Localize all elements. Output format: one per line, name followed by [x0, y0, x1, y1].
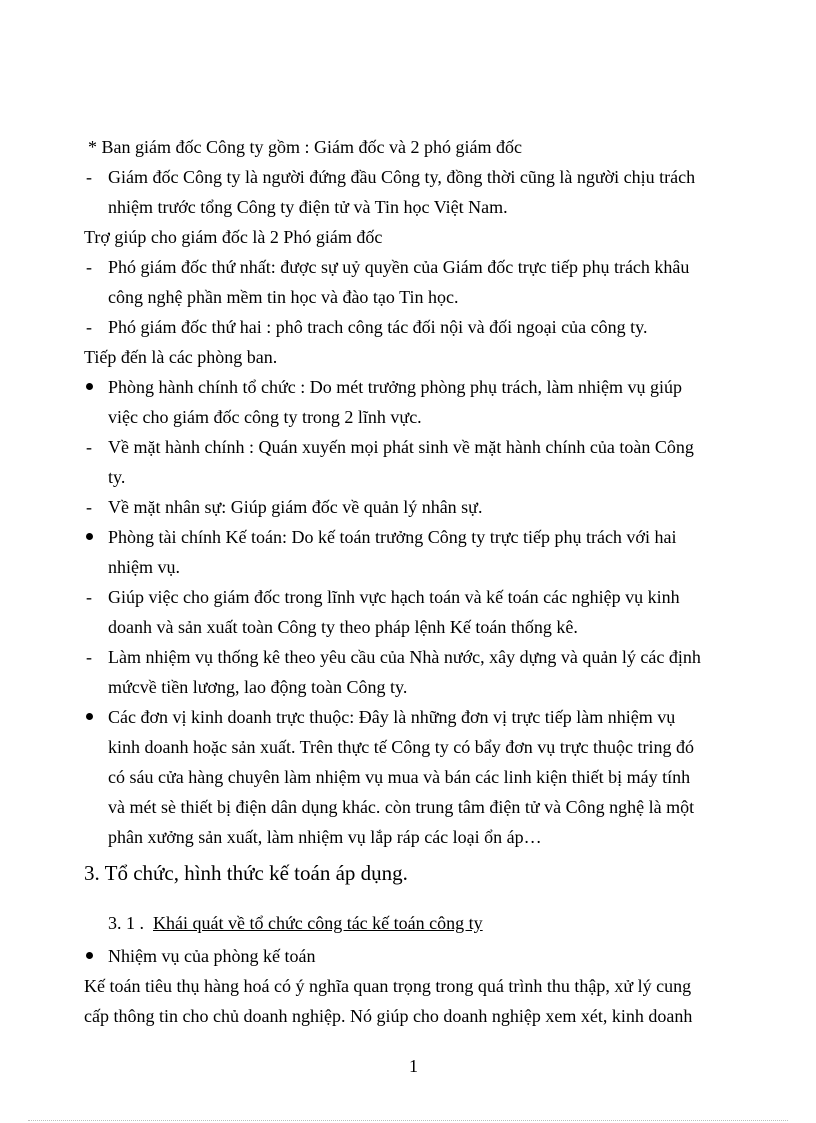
page-number: 1 — [409, 1056, 418, 1076]
paragraph-line: Trợ giúp cho giám đốc là 2 Phó giám đốc — [84, 227, 383, 247]
section-heading: 3. Tổ chức, hình thức kế toán áp dụng. — [84, 861, 408, 885]
bullet-icon — [86, 952, 93, 959]
paragraph-line: cấp thông tin cho chủ doanh nghiệp. Nó giúp cho doanh nghiệp xem xét, kinh doanh — [84, 1006, 693, 1026]
paragraph-line: Tiếp đến là các phòng ban. — [84, 347, 278, 367]
list-item-text: Về mặt nhân sự: Giúp giám đốc về quản lý nhân sự. — [108, 497, 483, 517]
paragraph-line: Kế toán tiêu thụ hàng hoá có ý nghĩa quan trọng trong quá trình thu thập, xử lý cung — [84, 976, 692, 996]
dash-marker: - — [86, 257, 92, 277]
dash-marker: - — [86, 647, 92, 667]
list-item-text: Giám đốc Công ty là người đứng đầu Công ty, đồng thời cũng là người chịu trách — [108, 167, 696, 187]
list-item-text: nhiệm trước tổng Công ty điện tử và Tin học Việt Nam. — [108, 197, 508, 217]
dash-marker: - — [86, 497, 92, 517]
bullet-icon — [86, 713, 93, 720]
list-item-text: phân xưởng sản xuất, làm nhiệm vụ lắp ráp các loại ổn áp… — [108, 827, 542, 847]
subsection-heading — [108, 912, 483, 934]
list-item-text: kinh doanh hoặc sản xuất. Trên thực tế Công ty có bẩy đơn vụ trực thuộc tring đó — [108, 737, 694, 757]
list-item-text: doanh và sản xuất toàn Công ty theo pháp lệnh Kế toán thống kê. — [108, 617, 578, 637]
dash-marker: - — [86, 167, 92, 187]
list-item-text: Làm nhiệm vụ thống kê theo yêu cầu của Nhà nước, xây dựng và quản lý các định — [108, 647, 701, 667]
list-item-text: Phó giám đốc thứ nhất: được sự uỷ quyền của Giám đốc trực tiếp phụ trách khâu — [108, 257, 690, 277]
list-item-text: việc cho giám đốc công ty trong 2 lĩnh vực. — [108, 407, 422, 427]
page-bottom-divider — [28, 1120, 788, 1121]
list-item-text: Phòng hành chính tổ chức : Do mét trưởng phòng phụ trách, làm nhiệm vụ giúp — [108, 377, 682, 397]
bullet-icon — [86, 533, 93, 540]
dash-marker: - — [86, 317, 92, 337]
list-item-text: Các đơn vị kinh doanh trực thuộc: Đây là những đơn vị trực tiếp làm nhiệm vụ — [108, 707, 676, 727]
list-item-text: có sáu cửa hàng chuyên làm nhiệm vụ mua và bán các linh kiện thiết bị máy tính — [108, 767, 691, 787]
list-item-text: mứcvề tiền lương, lao động toàn Công ty. — [108, 677, 408, 697]
list-item-text: và mét sè thiết bị điện dân dụng khác. còn trung tâm điện tử và Công nghệ là một — [108, 797, 695, 817]
subsection-number: 3. 1 . — [108, 913, 144, 933]
dash-marker: - — [86, 437, 92, 457]
intro-line: * Ban giám đốc Công ty gồm : Giám đốc và 2 phó giám đốc — [88, 137, 522, 157]
bullet-icon — [86, 383, 93, 390]
list-item-text: Về mặt hành chính : Quán xuyến mọi phát sinh về mặt hành chính của toàn Công — [108, 437, 694, 457]
list-item-text: nhiệm vụ. — [108, 557, 180, 577]
list-item-text: ty. — [108, 467, 126, 487]
list-item-text: công nghệ phần mềm tin học và đào tạo Tin học. — [108, 287, 459, 307]
dash-marker: - — [86, 587, 92, 607]
list-item-text: Giúp việc cho giám đốc trong lĩnh vực hạch toán và kế toán các nghiệp vụ kinh — [108, 587, 680, 607]
list-item-text: Nhiệm vụ của phòng kế toán — [108, 946, 316, 966]
list-item-text: Phó giám đốc thứ hai : phô trach công tác đối nội và đối ngoại của công ty. — [108, 317, 648, 337]
list-item-text: Phòng tài chính Kế toán: Do kế toán trưởng Công ty trực tiếp phụ trách với hai — [108, 527, 677, 547]
subsection-title: Khái quát về tổ chức công tác kế toán công ty — [153, 913, 483, 933]
